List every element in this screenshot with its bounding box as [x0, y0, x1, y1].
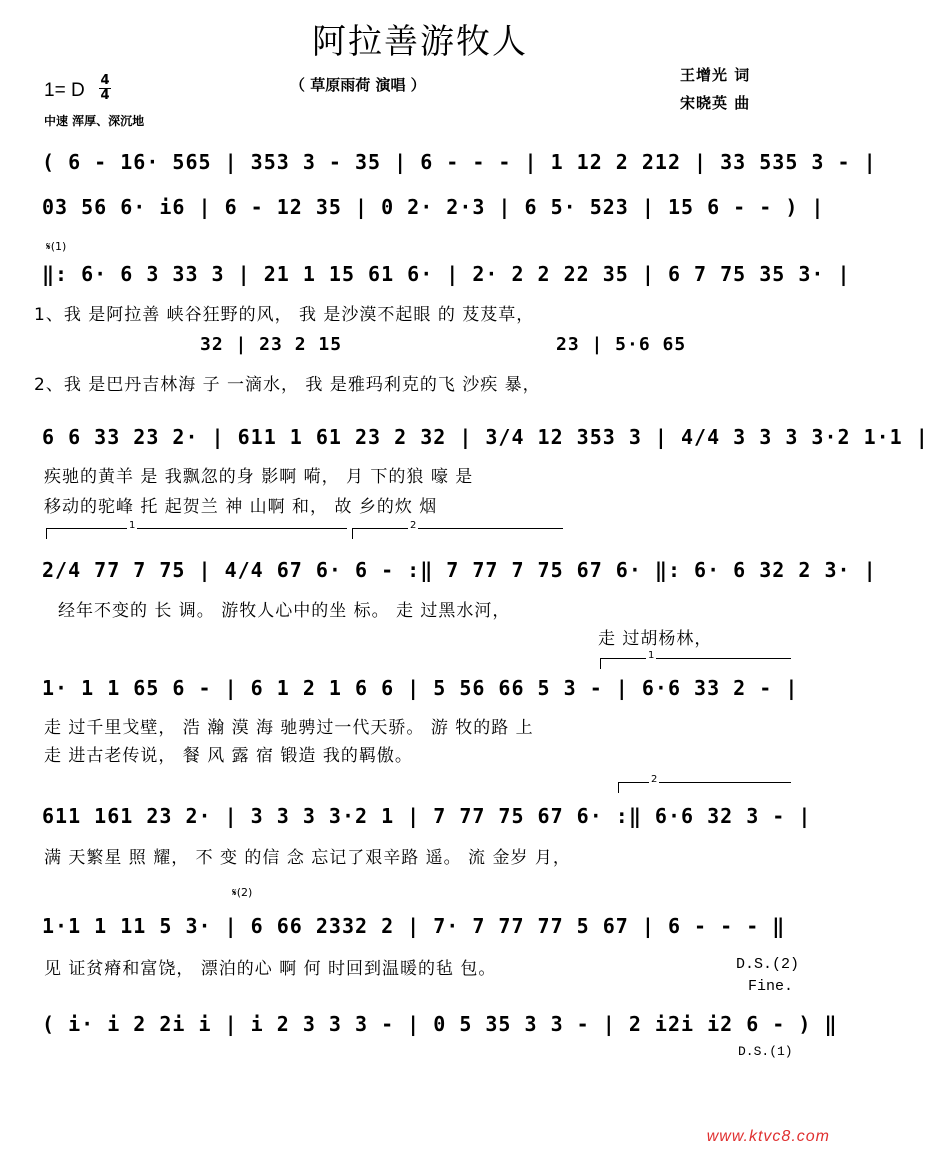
chorus-lyric-1b: 走 进古老传说， 餐 风 露 宿 锻造 我的羁傲。	[44, 746, 413, 766]
time-signature-top: 4	[100, 73, 110, 88]
key-signature: 1= D	[44, 80, 85, 101]
tempo-marking: 中速 浑厚、深沉地	[44, 114, 145, 128]
watermark: www.ktvc8.com	[706, 1128, 830, 1145]
ds-2-marking: D.S.(2)	[736, 956, 800, 973]
chorus-notes-line-1: 1· 1 1 65 6 - | 6 1 2 1 6 6 | 5 56 66 5 3 - | 6·6 33 2 - |	[42, 676, 799, 700]
composer-credit: 宋晓英 曲	[680, 94, 751, 112]
time-signature-bottom: 4	[100, 88, 110, 103]
segno-2-icon: 𝄋(2)	[232, 886, 253, 899]
intro-notes-line-1: ( 6 - 16· 565 | 353 3 - 35 | 6 - - - | 1 12 2 212 | 33 535 3 - |	[42, 150, 877, 174]
segno-1-icon: 𝄋(1)	[46, 240, 67, 253]
coda-notes: ( i· i 2 2i i | i 2 3 3 3 - | 0 5 35 3 3 - | 2 i2i i2 6 - ) ‖	[42, 1012, 838, 1036]
volta-2-number: 2	[410, 520, 417, 531]
volta-chorus-1-number: 1	[648, 650, 655, 661]
verse-alt-notes-2: 23 | 5·6 65	[556, 334, 687, 355]
verse-lyric-2b: 移动的驼峰 托 起贺兰 神 山啊 和， 故 乡的炊 烟	[44, 497, 438, 517]
fine-marking: Fine.	[748, 978, 794, 995]
chorus-lyric-3: 见 证贫瘠和富饶， 漂泊的心 啊 何 时回到温暖的毡 包。	[44, 959, 497, 979]
volta-bracket-chorus-2	[618, 774, 791, 793]
chorus-notes-line-3: 1·1 1 11 5 3· | 6 66 2332 2 | 7· 7 77 77 5 67 | 6 - - - ‖	[42, 914, 786, 938]
chorus-lyric-2: 满 天繁星 照 耀， 不 变 的信 念 忘记了艰辛路 遥。 流 金岁 月，	[44, 848, 571, 868]
lyricist-credit: 王增光 词	[680, 66, 751, 84]
singer-credit: （ 草原雨荷 演唱 ）	[290, 76, 426, 94]
verse-lyric-1b: 2、我 是巴丹吉林海 子 一滴水， 我 是雅玛利克的飞 沙疾 暴，	[34, 375, 541, 395]
time-signature	[99, 74, 111, 103]
volta-bracket-2	[352, 520, 563, 539]
volta-chorus-2-number: 2	[651, 774, 658, 785]
chorus-notes-line-2: 611 161 23 2· | 3 3 3 3·2 1 | 7 77 75 67 6· :‖ 6·6 32 3 - |	[42, 804, 812, 828]
intro-notes-line-2: 03 56 6· i6 | 6 - 12 35 | 0 2· 2·3 | 6 5· 523 | 15 6 - - ) |	[42, 195, 825, 219]
ds-1-marking: D.S.(1)	[738, 1044, 793, 1059]
verse-lyric-2a: 疾驰的黄羊 是 我飘忽的身 影啊 嗬， 月 下的狼 嚎 是	[44, 467, 474, 487]
verse-lyric-1a: 1、我 是阿拉善 峡谷狂野的风， 我 是沙漠不起眼 的 芨芨草，	[34, 305, 535, 325]
verse-notes-line-3: 2/4 77 7 75 | 4/4 67 6· 6 - :‖ 7 77 7 75 67 6· ‖: 6· 6 32 2 3· |	[42, 558, 877, 582]
chorus-lyric-1a: 走 过千里戈壁， 浩 瀚 漠 海 驰骋过一代天骄。 游 牧的路 上	[44, 718, 534, 738]
song-title: 阿拉善游牧人	[312, 22, 528, 62]
verse-lyric-3a: 经年不变的 长 调。 游牧人心中的坐 标。 走 过黑水河，	[58, 601, 511, 621]
volta-bracket-chorus-1	[600, 650, 791, 669]
verse-lyric-3b: 走 过胡杨林，	[598, 629, 713, 649]
verse-notes-line-2: 6 6 33 23 2· | 611 1 61 23 2 32 | 3/4 12 353 3 | 4/4 3 3 3 3·2 1·1 |	[42, 425, 929, 449]
verse-alt-notes-1: 32 | 23 2 15	[200, 334, 343, 355]
volta-bracket-1	[46, 520, 347, 539]
volta-1-number: 1	[129, 520, 136, 531]
verse-notes-line-1: ‖: 6· 6 3 33 3 | 21 1 15 61 6· | 2· 2 2 22 35 | 6 7 75 35 3· |	[42, 262, 851, 286]
